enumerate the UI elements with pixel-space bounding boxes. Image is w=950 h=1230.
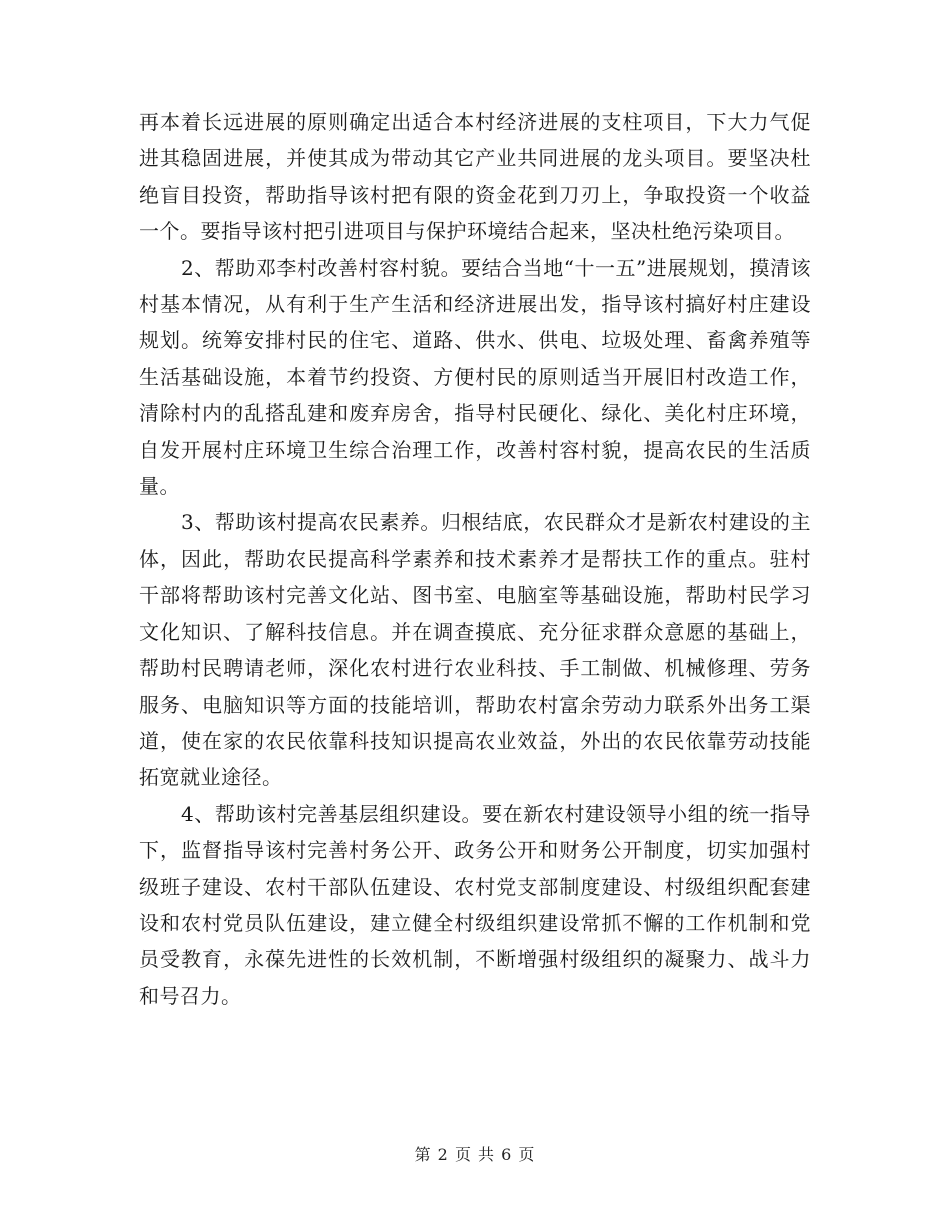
- paragraph-item-2: 2、帮助邓李村改善村容村貌。要结合当地“十一五”进展规划，摸清该村基本情况，从有利于生产生活和经济进展出发，指导该村搞好村庄建设规划。统筹安排村民的住宅、道路、供水、供电、垃圾处理、畜禽养殖等生活基础设施，本着节约投资、方便村民的原则适当开展旧村改造工作，清除村内的乱搭乱建和废弃房舍，指导村民硬化、绿化、美化村庄环境，自发开展村庄环境卫生综合治理工作，改善村容村貌，提高农民的生活质量。: [139, 255, 811, 499]
- document-body: [139, 104, 811, 1014]
- page-number-footer: 第 2 页 共 6 页: [414, 1145, 536, 1164]
- paragraph-item-4: 4、帮助该村完善基层组织建设。要在新农村建设领导小组的统一指导下，监督指导该村完善村务公开、政务公开和财务公开制度，切实加强村级班子建设、农村干部队伍建设、农村党支部制度建设、村级组织配套建设和农村党员队伍建设，建立健全村级组织建设常抓不懈的工作机制和党员受教育，永葆先进性的长效机制，不断增强村级组织的凝聚力、战斗力和号召力。: [139, 801, 811, 1008]
- paragraph-continuation: 再本着长远进展的原则确定出适合本村经济进展的支柱项目，下大力气促进其稳固进展，并使其成为带动其它产业共同进展的龙头项目。要坚决杜绝盲目投资，帮助指导该村把有限的资金花到刀刃上，争取投资一个收益一个。要指导该村把引进项目与保护环境结合起来，坚决杜绝污染项目。: [139, 110, 811, 244]
- paragraph-item-3: 3、帮助该村提高农民素养。归根结底，农民群众才是新农村建设的主体，因此，帮助农民提高科学素养和技术素养才是帮扶工作的重点。驻村干部将帮助该村完善文化站、图书室、电脑室等基础设施，帮助村民学习文化知识、了解科技信息。并在调查摸底、充分征求群众意愿的基础上，帮助村民聘请老师，深化农村进行农业科技、手工制做、机械修理、劳务服务、电脑知识等方面的技能培训，帮助农村富余劳动力联系外出务工渠道，使在家的农民依靠科技知识提高农业效益，外出的农民依靠劳动技能拓宽就业途径。: [139, 510, 811, 790]
